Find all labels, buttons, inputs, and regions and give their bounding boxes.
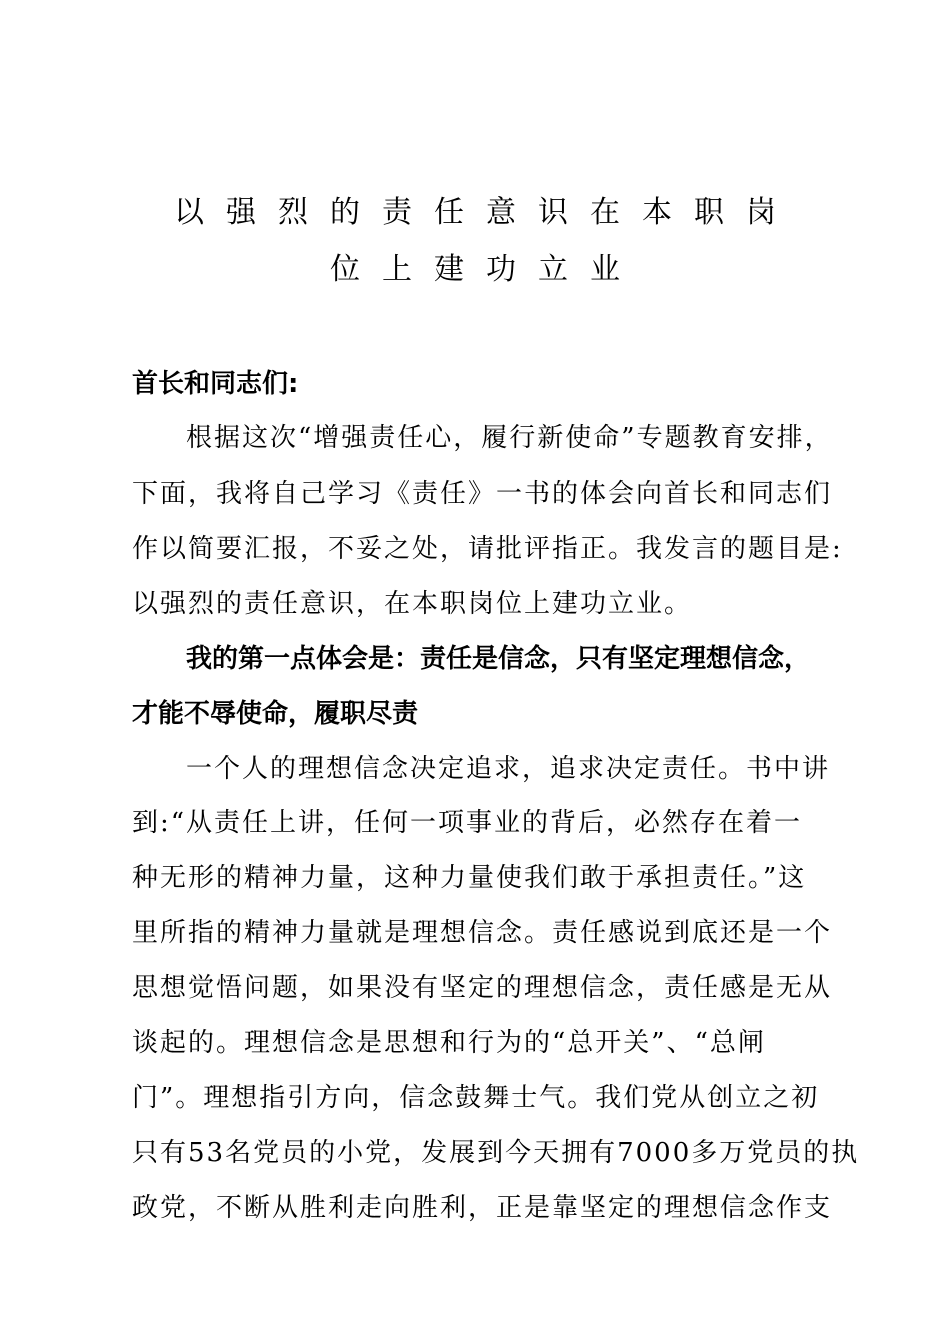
- paragraph-line: 根据这次“增强责任心，履行新使命”专题教育安排，: [186, 423, 833, 453]
- paragraph-line: 以强烈的责任意识，在本职岗位上建功立业。: [132, 589, 693, 619]
- paragraph-line: 作以简要汇报，不妥之处，请批评指正。我发言的题目是:: [132, 534, 843, 564]
- section-heading-line: 才能不辱使命，履职尽责: [132, 699, 419, 729]
- paragraph-line: 门”。理想指引方向，信念鼓舞士气。我们党从创立之初: [132, 1083, 820, 1113]
- section-heading-line: 我的第一点体会是：责任是信念，只有坚定理想信念，: [186, 644, 811, 674]
- paragraph-line: 政党，不断从胜利走向胜利，正是靠坚定的理想信念作支: [132, 1193, 833, 1223]
- paragraph-line: 只有53名党员的小党，发展到今天拥有7000多万党员的执: [132, 1138, 860, 1168]
- paragraph-line: 种无形的精神力量，这种力量使我们敢于承担责任。”这: [132, 863, 807, 893]
- paragraph-line: 谈起的。理想信念是思想和行为的“总开关”、“总闸: [132, 1028, 766, 1058]
- document-title-line-2: 位上建功立业: [330, 252, 642, 287]
- paragraph-line: 思想觉悟问题，如果没有坚定的理想信念，责任感是无从: [132, 973, 833, 1003]
- paragraph-line: 一个人的理想信念决定追求，追求决定责任。书中讲: [186, 754, 831, 784]
- paragraph-line: 下面，我将自己学习《责任》一书的体会向首长和同志们: [132, 479, 833, 509]
- paragraph-line: 到:“从责任上讲，任何一项事业的背后，必然存在着一: [132, 808, 803, 838]
- salutation: 首长和同志们:: [132, 369, 299, 399]
- document-title-line-1: 以强烈的责任意识在本职岗: [174, 195, 798, 230]
- paragraph-line: 里所指的精神力量就是理想信念。责任感说到底还是一个: [132, 918, 833, 948]
